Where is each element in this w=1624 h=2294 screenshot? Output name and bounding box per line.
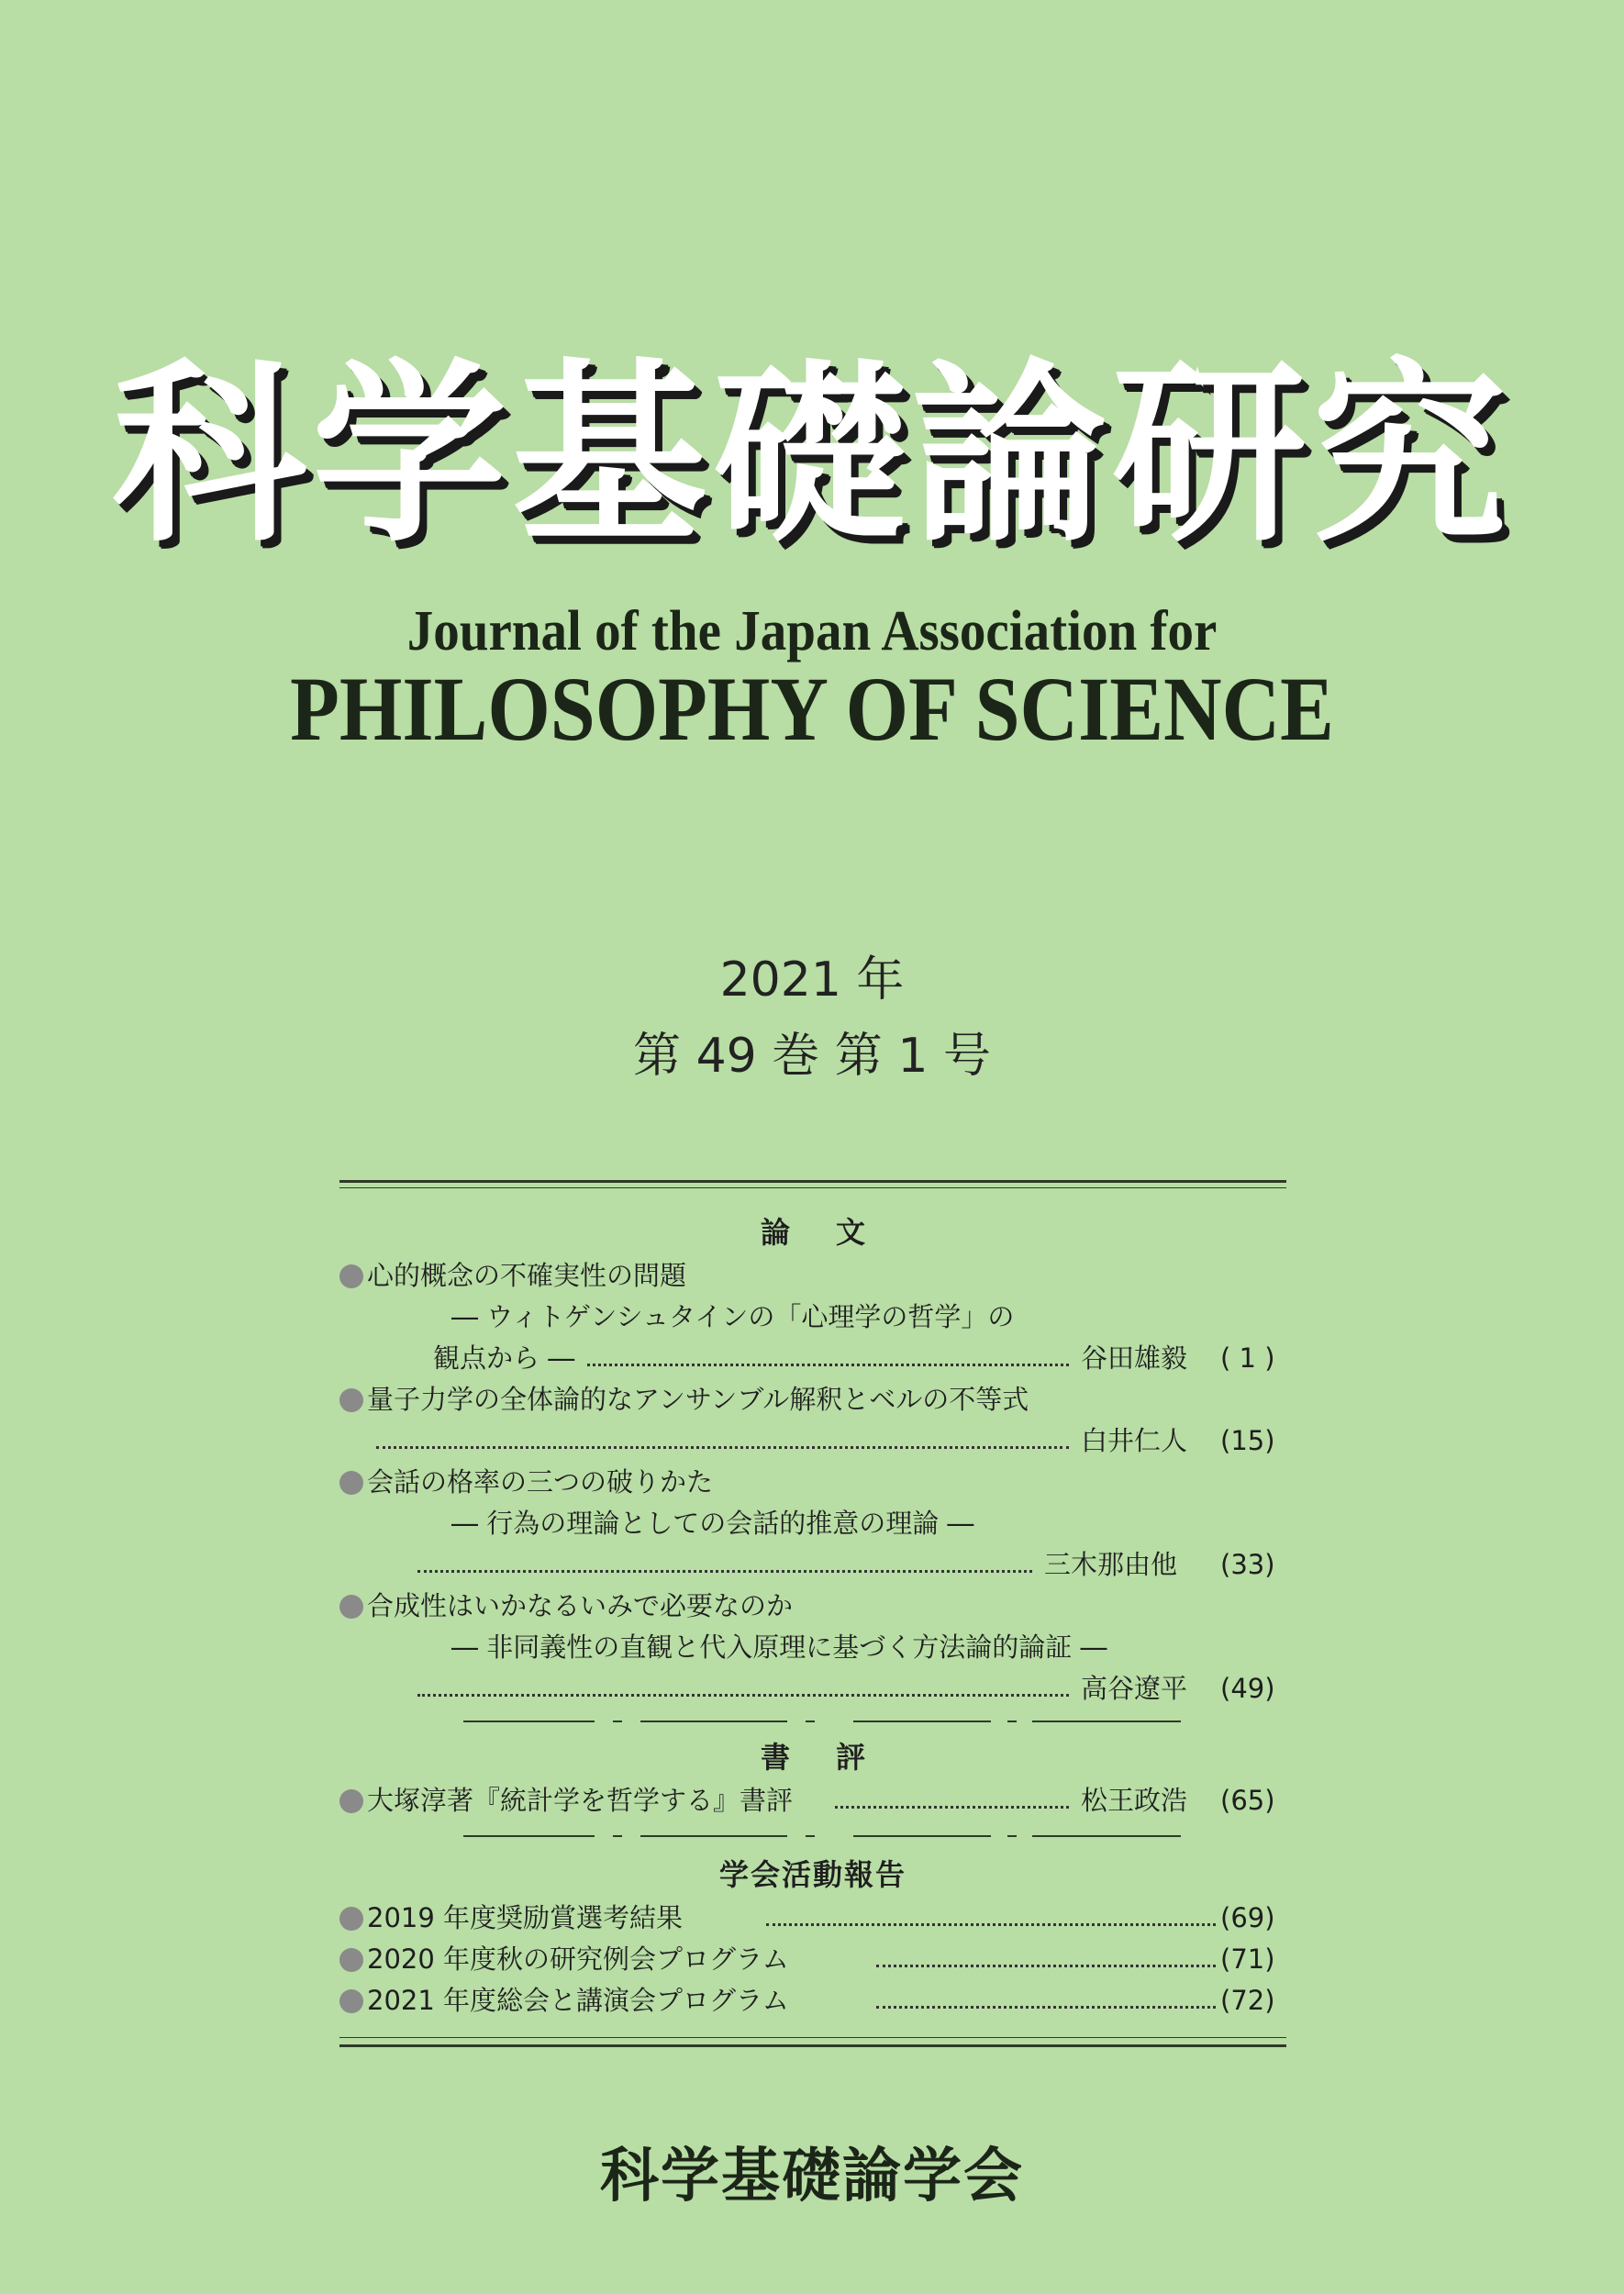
article-1-subtitle-2: 観点から ― [433, 1342, 575, 1374]
leader-dots [766, 1923, 1216, 1926]
separator-segment [853, 1720, 991, 1722]
leader-dots [417, 1570, 1032, 1573]
article-3-page: (33) [1220, 1549, 1275, 1580]
separator-segment [1032, 1835, 1181, 1837]
toc-bottom-rule [339, 2044, 1286, 2047]
article-4-author: 高谷遼平 [1081, 1673, 1188, 1704]
publication-year: 2021 年 [719, 952, 905, 1008]
article-3-author: 三木那由他 [1044, 1549, 1178, 1580]
bullet-icon [339, 1789, 363, 1813]
report-2-title: 2020 年度秋の研究例会プログラム [339, 1941, 789, 1977]
bullet-icon [339, 1595, 363, 1619]
article-4-subtitle-1: ― 非同義性の直観と代入原理に基づく方法論的論証 ― [451, 1631, 1107, 1663]
toc-top-rule-thin [339, 1187, 1286, 1188]
leader-dots [417, 1694, 1069, 1697]
separator-dash [806, 1720, 815, 1722]
leader-dots [876, 2006, 1216, 2009]
report-1-title: 2019 年度奨励賞選考結果 [339, 1899, 683, 1936]
separator-dash [806, 1835, 815, 1837]
article-1-subtitle-1: ― ウィトゲンシュタインの「心理学の哲学」の [451, 1301, 1015, 1332]
separator-dash [1007, 1720, 1017, 1722]
article-4-page: (49) [1220, 1673, 1275, 1704]
article-3-title: 会話の格率の三つの破りかた [339, 1464, 713, 1500]
toc-top-rule [339, 1180, 1286, 1183]
bullet-icon [339, 1264, 363, 1288]
bullet-icon [339, 1388, 363, 1412]
bullet-icon [339, 1907, 363, 1931]
review-1-title: 大塚淳著『統計学を哲学する』書評 [339, 1782, 793, 1819]
separator-segment [463, 1720, 595, 1722]
journal-subtitle-english: Journal of the Japan Association for [406, 600, 1218, 663]
volume-issue: 第 49 巻 第 1 号 [633, 1029, 991, 1084]
journal-title-english: PHILOSOPHY OF SCIENCE [290, 658, 1334, 760]
article-3-subtitle-1: ― 行為の理論としての会話的推意の理論 ― [451, 1508, 974, 1539]
separator-segment [463, 1835, 595, 1837]
bullet-icon [339, 1948, 363, 1972]
leader-dots [587, 1364, 1069, 1366]
bullet-icon [339, 1471, 363, 1495]
bullet-icon [339, 1989, 363, 2013]
leader-dots [876, 1965, 1216, 1967]
reports-heading: 学会活動報告 [718, 1857, 907, 1892]
report-3-page: (72) [1220, 1985, 1275, 2016]
separator-dash [613, 1720, 622, 1722]
separator-dash [1007, 1835, 1017, 1837]
article-1-author: 谷田雄毅 [1081, 1342, 1188, 1374]
toc-bottom-rule-thin [339, 2037, 1286, 2038]
leader-dots [835, 1806, 1069, 1809]
article-2-title: 量子力学の全体論的なアンサンブル解釈とベルの不等式 [339, 1381, 1029, 1418]
review-1-author: 松王政浩 [1081, 1785, 1188, 1816]
report-3-title: 2021 年度総会と講演会プログラム [339, 1982, 789, 2019]
separator-segment [853, 1835, 991, 1837]
leader-dots [376, 1446, 1069, 1449]
separator-segment [640, 1835, 787, 1837]
article-1-page: ( 1 ) [1220, 1342, 1275, 1374]
article-2-page: (15) [1220, 1425, 1275, 1456]
article-2-author: 白井仁人 [1081, 1425, 1188, 1456]
article-1-title: 心的概念の不確実性の問題 [339, 1257, 686, 1294]
separator-segment [640, 1720, 787, 1722]
report-1-page: (69) [1220, 1902, 1275, 1933]
articles-heading: 論文 [760, 1215, 911, 1250]
article-4-title: 合成性はいかなるいみで必要なのか [339, 1587, 793, 1624]
review-1-page: (65) [1220, 1785, 1275, 1816]
separator-dash [613, 1835, 622, 1837]
reviews-heading: 書評 [760, 1740, 911, 1775]
publisher-name: 科学基礎論学会 [600, 2142, 1024, 2210]
separator-segment [1032, 1720, 1181, 1722]
report-2-page: (71) [1220, 1943, 1275, 1975]
journal-title-japanese: 科学基礎論研究 [112, 340, 1512, 568]
